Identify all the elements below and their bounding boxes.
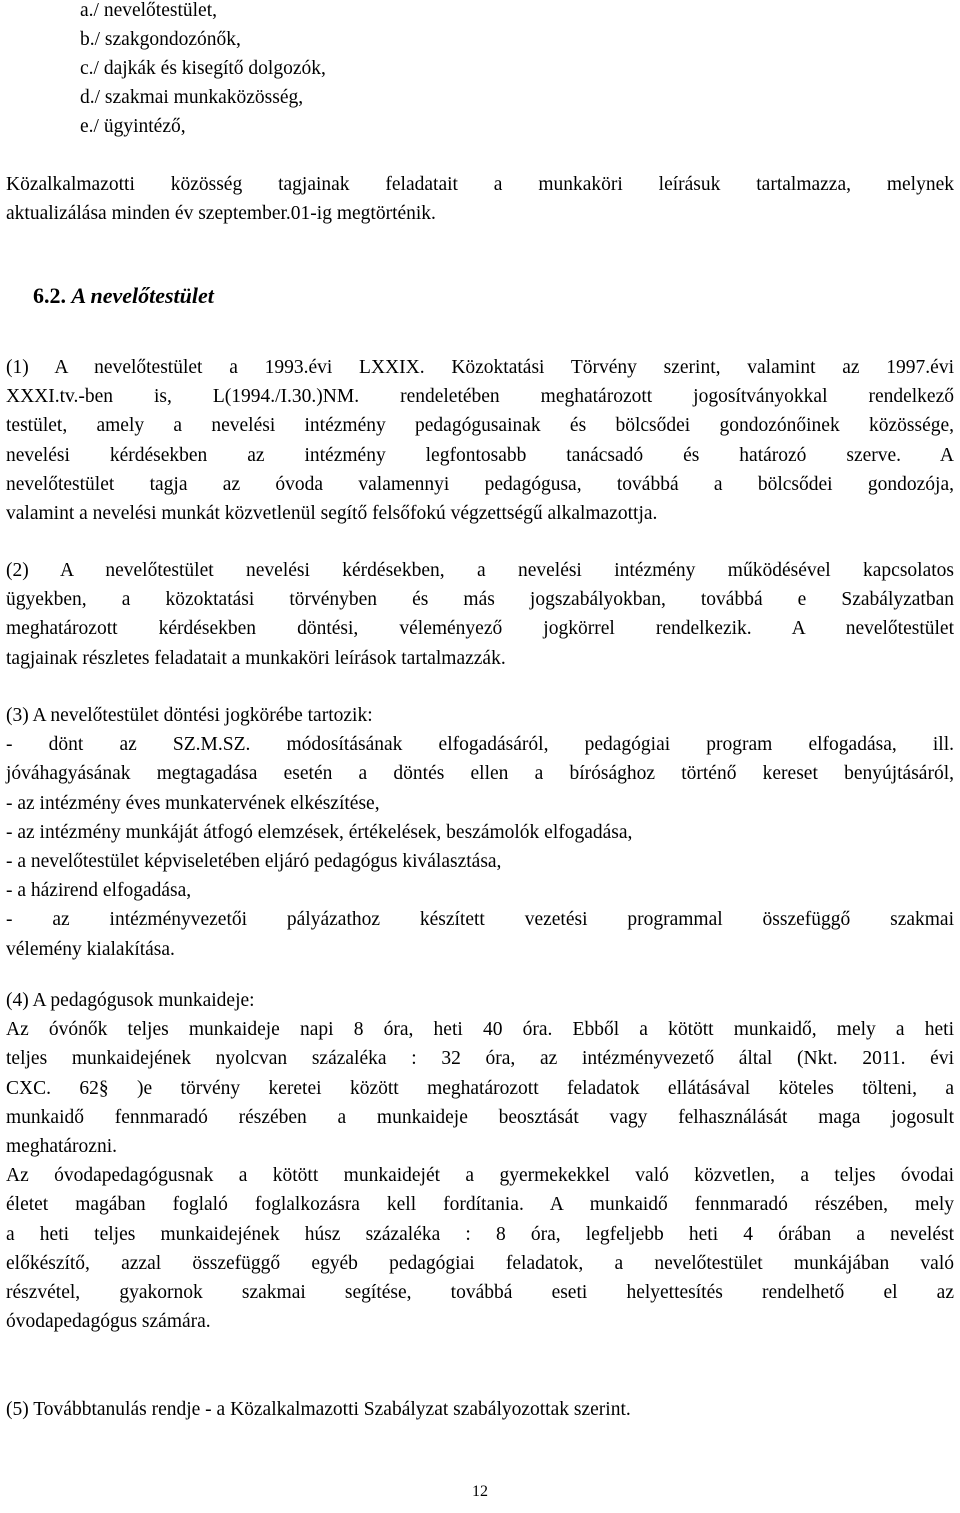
section-number: 6.2. <box>33 283 66 308</box>
text-line: teljes munkaidejének nyolcvan százaléka : 32 óra, az intézményvezető által (Nkt. 2011. évi <box>6 1048 954 1070</box>
text-line: CXC. 62§ )e törvény keretei között meghatározott feladatok ellátásával köteles tölteni, a <box>6 1077 954 1099</box>
text-line: meghatározni. <box>6 1135 117 1157</box>
text-line: Az óvodapedagógusnak a kötött munkaidejét a gyermekekkel való közvetlen, a teljes óvodai <box>6 1165 954 1187</box>
text-line: - az intézményvezetői pályázathoz készített vezetési programmal összefüggő szakmai <box>6 909 954 931</box>
text-line: - az intézmény éves munkatervének elkészítése, <box>6 792 380 814</box>
text-line: meghatározott kérdésekben döntési, véleményező jogkörrel rendelkezik. A nevelőtestület <box>6 618 954 640</box>
paragraph-4 <box>6 986 954 1336</box>
text-line: a heti teljes munkaidejének húsz százaléka : 8 óra, legfeljebb heti 4 órában a nevelést <box>6 1223 954 1245</box>
page-number: 12 <box>472 1483 488 1500</box>
text-line: - a házirend elfogadása, <box>6 880 192 902</box>
text-line: nevelőtestület tagja az óvoda valamennyi pedagógusa, továbbá a bölcsődei gondozója, <box>6 473 954 495</box>
text-line: részvétel, gyakornok szakmai segítése, továbbá eseti helyettesítés rendelhető el az <box>6 1281 954 1303</box>
text-line: munkaidő fennmaradó részében a munkaideje beosztását vagy felhasználását maga jogosult <box>6 1106 954 1128</box>
text-line: vélemény kialakítása. <box>6 938 175 960</box>
text-line: nevelési kérdésekben az intézmény legfontosabb tanácsadó és határozó szerve. A <box>6 444 954 466</box>
list-item: b./ szakgondozónők, <box>80 29 241 50</box>
list-item: e./ ügyintéző, <box>80 116 186 137</box>
text-line: XXXI.tv.-ben is, L(1994./I.30.)NM. rendeletében meghatározott jogosítványokkal rendelkező <box>6 386 954 408</box>
section-heading <box>33 283 214 309</box>
text-line: életet magában foglaló foglalkozásra kell fordítania. A munkaidő fennmaradó részében, mely <box>6 1194 954 1216</box>
text-line: tagjainak részletes feladatait a munkaköri leírások tartalmazzák. <box>6 647 506 669</box>
text-line: - dönt az SZ.M.SZ. módosításának elfogadásáról, pedagógiai program elfogadása, ill. <box>6 734 954 756</box>
text-line: óvodapedagógus számára. <box>6 1311 211 1333</box>
text-line: (2) A nevelőtestület nevelési kérdésekben, a nevelési intézmény működésével kapcsolatos <box>6 560 954 581</box>
text-line: (5) Továbbtanulás rendje - a Közalkalmazotti Szabályzat szabályozottak szerint. <box>6 1399 631 1420</box>
list-item: c./ dajkák és kisegítő dolgozók, <box>80 58 326 79</box>
text-line: (4) A pedagógusok munkaideje: <box>6 990 255 1011</box>
text-line: - a nevelőtestület képviseletében eljáró pedagógus kiválasztása, <box>6 850 502 872</box>
text-line: - az intézmény munkáját átfogó elemzések, értékelések, beszámolók elfogadása, <box>6 821 633 843</box>
text-line: előkészítő, azzal összefüggő egyéb pedagógiai feladatok, a nevelőtestület munkájában való <box>6 1252 954 1274</box>
text-line: (3) A nevelőtestület döntési jogkörébe tartozik: <box>6 705 373 726</box>
paragraph-1 <box>6 353 954 528</box>
paragraph-5 <box>6 1395 954 1424</box>
text-line: aktualizálása minden év szeptember.01-ig megtörténik. <box>6 203 436 225</box>
list-item: a./ nevelőtestület, <box>80 0 217 21</box>
section-title: A nevelőtestület <box>71 283 214 308</box>
list-item: d./ szakmai munkaközösség, <box>80 87 304 108</box>
text-line: (1) A nevelőtestület a 1993.évi LXXIX. Közoktatási Törvény szerint, valamint az 1997.évi <box>6 357 954 378</box>
text-line: testület, amely a nevelési intézmény pedagógusainak és bölcsődei gondozónőinek közössége, <box>6 415 954 437</box>
text-line: Az óvónők teljes munkaideje napi 8 óra, heti 40 óra. Ebből a kötött munkaidő, mely a heti <box>6 1019 954 1041</box>
paragraph-3 <box>6 701 954 964</box>
intro-paragraph <box>6 170 954 228</box>
text-line: jóváhagyásának megtagadása esetén a döntés ellen a bírósághoz történő kereset benyújtásáról, <box>6 763 954 785</box>
paragraph-2 <box>6 556 954 673</box>
text-line: ügyekben, a közoktatási törvényben és más jogszabályokban, továbbá e Szabályzatban <box>6 589 954 611</box>
text-line: valamint a nevelési munkát közvetlenül segítő felsőfokú végzettségű alkalmazottja. <box>6 502 658 524</box>
text-line: Közalkalmazotti közösség tagjainak feladatait a munkaköri leírásuk tartalmazza, melynek <box>6 174 954 195</box>
